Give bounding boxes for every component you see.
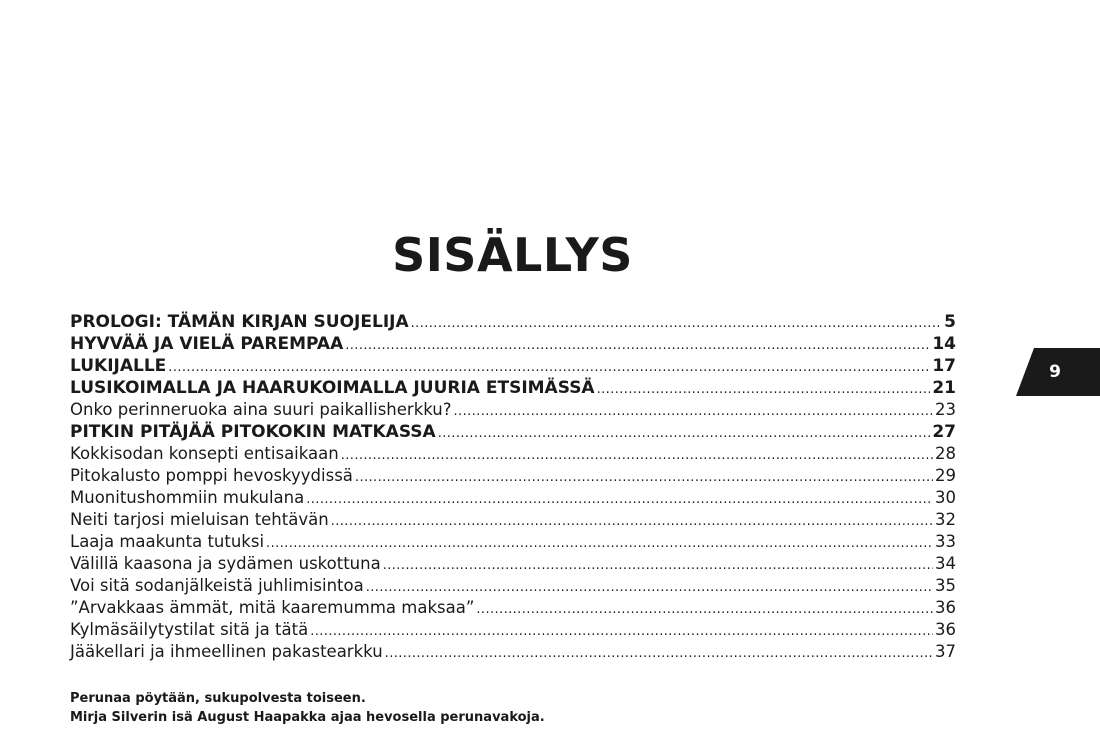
toc-leader-dots: [306, 489, 933, 511]
toc-leader-dots: [341, 445, 933, 467]
toc-leader-dots: [597, 379, 931, 401]
toc-entry-title: Muonitushommiin mukulana: [70, 488, 305, 507]
toc-entry-page: 17: [932, 356, 956, 376]
toc-entry-page: 21: [932, 378, 956, 398]
toc-leader-dots: [438, 423, 931, 445]
toc-entry: [70, 355, 956, 377]
toc-entry: [70, 487, 956, 509]
toc-entry-page: 36: [935, 620, 956, 639]
page-number: 9: [1049, 362, 1061, 382]
table-of-contents: [70, 311, 956, 663]
caption-line: Mirja Silverin isä August Haapakka ajaa hevosella perunavakoja.: [70, 710, 545, 725]
toc-entry-title: HYVVÄÄ JA VIELÄ PAREMPAA: [70, 334, 344, 354]
toc-entry-title: LUSIKOIMALLA JA HAARUKOIMALLA JUURIA ETSIMÄSSÄ: [70, 378, 595, 398]
toc-entry-page: 27: [932, 422, 956, 442]
toc-entry-title: Kylmäsäilytystilat sitä ja tätä: [70, 620, 309, 639]
toc-leader-dots: [411, 313, 943, 335]
toc-entry-title: Jääkellari ja ihmeellinen pakastearkku: [70, 642, 383, 661]
toc-entry-title: ”Arvakkaas ämmät, mitä kaaremumma maksaa”: [70, 598, 475, 617]
toc-entry: [70, 575, 956, 597]
toc-entry-title: Neiti tarjosi mieluisan tehtävän: [70, 510, 329, 529]
toc-entry-title: LUKIJALLE: [70, 356, 167, 376]
toc-entry-title: Pitokalusto pomppi hevoskyydissä: [70, 466, 353, 485]
toc-entry: [70, 311, 956, 333]
toc-entry-title: Kokkisodan konsepti entisaikaan: [70, 444, 339, 463]
toc-entry-page: 23: [935, 400, 956, 419]
toc-leader-dots: [168, 357, 930, 379]
toc-leader-dots: [266, 533, 933, 555]
toc-entry-page: 32: [935, 510, 956, 529]
toc-entry: [70, 465, 956, 487]
toc-leader-dots: [476, 599, 933, 621]
toc-entry: [70, 399, 956, 421]
toc-entry-title: Voi sitä sodanjälkeistä juhlimisintoa: [70, 576, 364, 595]
toc-leader-dots: [310, 621, 933, 643]
toc-entry-title: Välillä kaasona ja sydämen uskottuna: [70, 554, 381, 573]
toc-entry-page: 14: [932, 334, 956, 354]
toc-entry-title: PITKIN PITÄJÄÄ PITOKOKIN MATKASSA: [70, 422, 436, 442]
toc-leader-dots: [345, 335, 930, 357]
toc-entry-page: 35: [935, 576, 956, 595]
photo-caption: [70, 689, 545, 727]
toc-entry: [70, 377, 956, 399]
toc-leader-dots: [355, 467, 933, 489]
page-number-tab: [1016, 348, 1100, 396]
toc-entry: [70, 597, 956, 619]
toc-entry-page: 37: [935, 642, 956, 661]
page-title: SISÄLLYS: [392, 227, 633, 282]
toc-entry-title: Laaja maakunta tutuksi: [70, 532, 265, 551]
toc-entry-page: 33: [935, 532, 956, 551]
toc-leader-dots: [366, 577, 933, 599]
caption-line: Perunaa pöytään, sukupolvesta toiseen.: [70, 691, 366, 706]
toc-leader-dots: [454, 401, 933, 423]
toc-entry: [70, 531, 956, 553]
toc-leader-dots: [385, 643, 933, 665]
toc-entry-page: 28: [935, 444, 956, 463]
toc-entry: [70, 641, 956, 663]
toc-entry-page: 5: [944, 312, 956, 332]
toc-entry-page: 29: [935, 466, 956, 485]
toc-entry: [70, 619, 956, 641]
toc-entry-title: PROLOGI: TÄMÄN KIRJAN SUOJELIJA: [70, 312, 409, 332]
toc-entry-title: Onko perinneruoka aina suuri paikallisherkku?: [70, 400, 452, 419]
toc-entry: [70, 333, 956, 355]
toc-entry: [70, 421, 956, 443]
toc-leader-dots: [383, 555, 933, 577]
toc-entry: [70, 553, 956, 575]
toc-entry-page: 34: [935, 554, 956, 573]
toc-entry: [70, 509, 956, 531]
toc-entry: [70, 443, 956, 465]
toc-leader-dots: [331, 511, 933, 533]
toc-entry-page: 36: [935, 598, 956, 617]
toc-entry-page: 30: [935, 488, 956, 507]
